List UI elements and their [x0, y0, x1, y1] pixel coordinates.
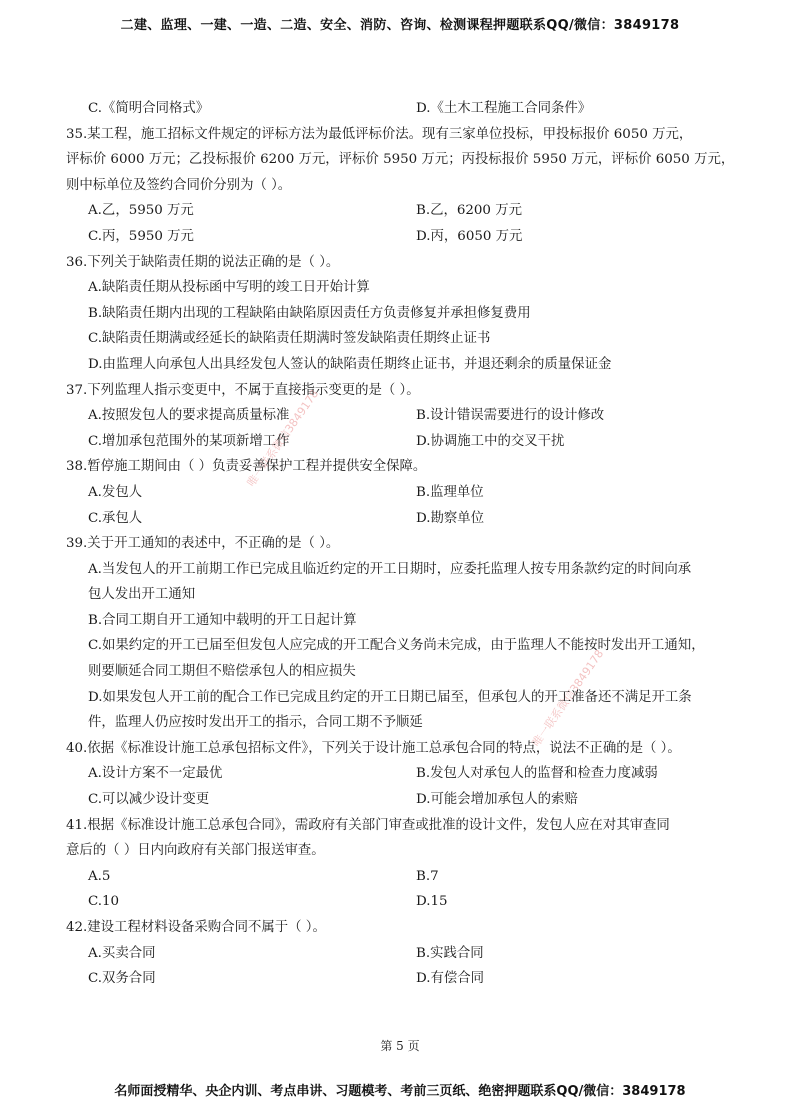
- option: D.15: [416, 894, 448, 910]
- q40-options-row: [88, 761, 748, 787]
- question-42-stem: 42.建设工程材料设备采购合同不属于（ ）。: [66, 920, 326, 935]
- q41-options-row: [88, 864, 748, 890]
- option: D.丙，6050 万元: [416, 228, 523, 244]
- watermark: 唯一联系微信3849178: [529, 647, 607, 750]
- q41-options-row: [88, 889, 748, 915]
- question-37-stem: 37.下列监理人指示变更中，不属于直接指示变更的是（ ）。: [66, 382, 420, 398]
- q37-options-row: [88, 429, 748, 455]
- q42-options-row: [88, 941, 748, 967]
- watermark: 唯一联系微信3849178: [244, 387, 322, 490]
- option: B.缺陷责任期内出现的工程缺陷由缺陷原因责任方负责修复并承担修复费用: [88, 305, 531, 321]
- option: B.合同工期自开工通知中载明的开工日起计算: [88, 612, 357, 628]
- option: B.设计错误需要进行的设计修改: [416, 408, 605, 424]
- option: A.当发包人的开工前期工作已完成且临近约定的开工日期时，应委托监理人按专用条款约定的时间向承: [88, 561, 692, 577]
- option: B.监理单位: [416, 484, 484, 500]
- question-41-stem: 41.根据《标准设计施工总承包合同》，需政府有关部门审查或批准的设计文件，发包人应在对其审查同: [66, 817, 670, 833]
- option: B.7: [416, 868, 439, 884]
- q35-options-row: [88, 198, 748, 224]
- option: A.按照发包人的要求提高质量标准: [88, 408, 290, 424]
- option: A.买卖合同: [88, 945, 156, 961]
- option: C.增加承包范围外的某项新增工作: [88, 433, 290, 449]
- q38-options-row: [88, 480, 748, 506]
- question-35-stem: 评标价 6000 万元；乙投标报价 6200 万元，评标价 5950 万元；丙投标报价 5950 万元，评标价 6050 万元，: [66, 152, 735, 168]
- option: B.乙，6200 万元: [416, 203, 522, 219]
- q40-options-row: [88, 787, 748, 813]
- option: C.丙，5950 万元: [88, 228, 194, 244]
- option: A.缺陷责任期从投标函中写明的竣工日开始计算: [88, 280, 370, 296]
- option: A.乙，5950 万元: [88, 203, 194, 219]
- question-39-stem: 39.关于开工通知的表述中，不正确的是（ ）。: [66, 536, 340, 552]
- option: C.双务合同: [88, 971, 156, 987]
- option: D.可能会增加承包人的索赔: [416, 792, 578, 808]
- page-number: 第 5 页: [380, 1039, 420, 1053]
- option: 件，监理人仍应按时发出开工的指示，合同工期不予顺延: [88, 715, 423, 731]
- q34-options-row: [88, 96, 748, 122]
- option: D.协调施工中的交叉干扰: [416, 433, 565, 449]
- question-41-stem: 意后的（ ）日内向政府有关部门报送审查。: [66, 843, 325, 859]
- option: B.实践合同: [416, 945, 484, 961]
- page-footer-banner: 名师面授精华、央企内训、考点串讲、习题模考、考前三页纸、绝密押题联系QQ/微信：3849178: [114, 1084, 686, 1099]
- option: D.有偿合同: [416, 971, 485, 987]
- option: A.设计方案不一定最优: [88, 766, 223, 782]
- page-header-banner: 二建、监理、一建、一造、二造、安全、消防、咨询、检测课程押题联系QQ/微信：3849178: [120, 18, 680, 33]
- q37-options-row: [88, 403, 748, 429]
- option: C.《简明合同格式》: [88, 101, 210, 116]
- option: A.5: [88, 868, 111, 884]
- option: D.《土木工程施工合同条件》: [416, 101, 592, 116]
- question-38-stem: 38.暂停施工期间由（ ）负责妥善保护工程并提供安全保障。: [66, 459, 427, 475]
- q42-options-row: [88, 966, 748, 992]
- option: 包人发出开工通知: [88, 587, 196, 603]
- option: C.缺陷责任期满或经延长的缺陷责任期满时签发缺陷责任期终止证书: [88, 331, 491, 347]
- option: C.可以减少设计变更: [88, 792, 210, 808]
- option: C.承包人: [88, 510, 143, 526]
- document-body: [66, 96, 748, 992]
- option: 则要顺延合同工期但不赔偿承包人的相应损失: [88, 664, 356, 680]
- option: D.如果发包人开工前的配合工作已完成且约定的开工日期已届至，但承包人的开工准备还不满足开工条: [88, 689, 692, 705]
- option: B.发包人对承包人的监督和检查力度减弱: [416, 766, 658, 782]
- question-35-stem: 35.某工程，施工招标文件规定的评标方法为最低评标价法。现有三家单位投标，甲投标报价 6050 万元，: [66, 126, 693, 142]
- option: A.发包人: [88, 484, 143, 500]
- option: C.10: [88, 894, 120, 910]
- question-36-stem: 36.下列关于缺陷责任期的说法正确的是（ ）。: [66, 254, 340, 270]
- option: C.如果约定的开工已届至但发包人应完成的开工配合义务尚未完成，由于监理人不能按时发出开工通知，: [88, 638, 705, 654]
- option: D.由监理人向承包人出具经发包人签认的缺陷责任期终止证书，并退还剩余的质量保证金: [88, 356, 612, 372]
- question-35-stem: 则中标单位及签约合同价分别为（ ）。: [66, 177, 292, 193]
- question-40-stem: 40.依据《标准设计施工总承包招标文件》，下列关于设计施工总承包合同的特点，说法不正确的是（ ）。: [66, 740, 681, 756]
- q35-options-row: [88, 224, 748, 250]
- option: D.勘察单位: [416, 510, 485, 526]
- q38-options-row: [88, 506, 748, 532]
